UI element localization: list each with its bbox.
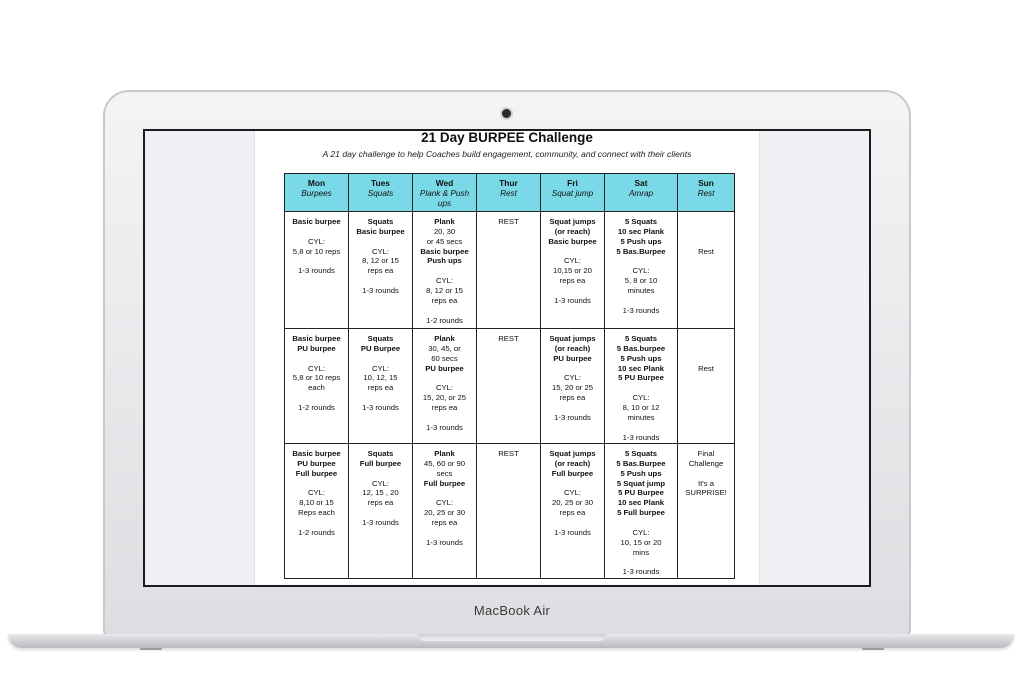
line-spacer [285,479,348,489]
day-cell-fri [541,212,605,329]
line-spacer [541,247,604,257]
cell-line: 20, 25 or 30 [551,498,594,508]
day-cell-thur [477,444,541,579]
day-name: Thur [499,178,518,188]
cell-line: CYL: [435,383,454,393]
table-header-row [285,174,735,212]
cell-line: 5 Full burpee [617,508,665,518]
cell-line: Rest [698,363,714,373]
cell-line: 5,8 or 10 reps [292,373,341,383]
day-cell-sat [605,329,678,444]
lid-opening-notch [418,634,606,641]
cell-line: 5 PU Burpee [618,488,664,498]
document-title: 21 Day BURPEE Challenge [421,131,593,145]
cell-line: Squats [367,217,394,226]
line-spacer [413,373,476,383]
line-spacer [678,227,734,237]
cell-line: Squats [367,449,394,458]
day-name: Tues [371,178,390,188]
cell-line: CYL: [307,236,326,246]
cell-line: CYL: [307,363,326,373]
line-spacer [605,383,677,393]
cell-line: 5 Squats [624,449,658,458]
cell-line: (or reach) [554,226,591,236]
line-spacer [413,528,476,538]
cell-line: (or reach) [554,343,591,353]
day-name: Sat [634,178,648,188]
cell-line: 1-3 rounds [362,286,399,296]
line-spacer [605,256,677,266]
cell-line: CYL: [563,488,582,498]
cell-line: 1-2 rounds [298,403,335,413]
day-name: Wed [435,178,454,188]
cell-line: 10 sec Plank [617,226,665,236]
laptop-foot [140,648,162,650]
cell-line: 1-3 rounds [298,266,335,276]
day-cell-sat [605,212,678,329]
cell-line: PU burpee [553,353,592,363]
line-spacer [541,403,604,413]
cell-line: Full burpee [359,458,402,468]
day-cell-fri [541,444,605,579]
line-spacer [678,217,734,227]
day-cell-wed [413,329,477,444]
line-spacer [349,276,412,286]
cell-line: 30, 45, or [428,343,461,353]
cell-line: 5 Push ups [620,236,662,246]
day-name: Fri [567,178,578,188]
day-focus: Plank & Push ups [419,188,470,209]
cell-line: Squat jumps [549,217,596,226]
cell-line: 15, 20, or 25 [422,393,467,403]
cell-line: 1-3 rounds [622,432,660,442]
line-spacer [349,393,412,403]
laptop-foot [862,648,884,650]
line-spacer [349,237,412,247]
cell-line: 12, 15 , 20 [362,488,399,498]
cell-line: 8, 12 or 15 [362,256,399,266]
cell-line: Basic burpee [356,226,405,236]
day-cell-sat [605,444,678,579]
cell-line: Squat jumps [549,334,596,343]
cell-line: PU burpee [297,458,336,468]
line-spacer [285,227,348,237]
cell-line: Full burpee [423,478,466,488]
cell-line: Push ups [427,256,462,266]
cell-line: Rest [698,246,714,256]
line-spacer [413,306,476,316]
cell-line: PU burpee [297,343,336,353]
day-cell-sun [678,212,735,329]
cell-line: each [308,383,325,393]
webcam-icon [502,109,511,118]
workout-schedule-table [284,173,735,579]
line-spacer [349,508,412,518]
cell-line: (or reach) [554,458,591,468]
week-row [285,212,735,329]
day-cell-thur [477,329,541,444]
cell-line: REST [498,449,519,458]
cell-line: 1-3 rounds [622,567,660,577]
cell-line: CYL: [371,363,390,373]
header-mon [285,174,349,212]
cell-line: CYL: [371,246,390,256]
cell-line: Full burpee [295,468,338,478]
cell-line: Reps each [298,508,335,518]
header-tues [349,174,413,212]
cell-line: 8, 10 or 12 [622,403,660,413]
cell-line: 8, 12 or 15 [426,286,463,296]
cell-line: 1-3 rounds [554,527,591,537]
cell-line: reps ea [431,403,458,413]
cell-line: 20, 30 [433,226,456,236]
day-focus: Squats [367,188,394,198]
cell-line: 10 sec Plank [617,363,665,373]
document-subtitle: A 21 day challenge to help Coaches build engagement, community, and connect with their clients [322,149,692,159]
header-wed [413,174,477,212]
cell-line: Basic burpee [292,334,341,343]
day-focus: Rest [500,188,517,198]
line-spacer [678,354,734,364]
cell-line: reps ea [559,276,586,286]
cell-line: minutes [627,412,655,422]
cell-line: CYL: [632,527,650,537]
cell-line: 10, 12, 15 [363,373,398,383]
laptop-screen [145,131,869,585]
cell-line: reps ea [431,295,458,305]
line-spacer [285,393,348,403]
cell-line: reps ea [367,266,394,276]
cell-line: 1-3 rounds [362,518,399,528]
line-spacer [285,518,348,528]
line-spacer [349,469,412,479]
cell-line: Basic burpee [292,449,341,458]
cell-line: 15, 20 or 25 [551,383,594,393]
header-fri [541,174,605,212]
header-sun [678,174,735,212]
cell-line: 5, 8 or 10 [624,276,658,286]
cell-line: SURPRISE! [685,488,727,498]
cell-line: 1-3 rounds [362,403,399,413]
cell-line: minutes [627,286,655,296]
cell-line: CYL: [563,373,582,383]
header-sat [605,174,678,212]
day-focus: Squat jump [551,188,594,198]
line-spacer [285,354,348,364]
cell-line: It's a [698,478,714,488]
cell-line: CYL: [632,266,650,276]
cell-line: 5 Squats [624,217,658,226]
line-spacer [413,266,476,276]
cell-line: 5 Push ups [620,468,662,478]
cell-line: Basic burpee [420,246,469,256]
cell-line: reps ea [367,383,394,393]
line-spacer [541,479,604,489]
week-row [285,444,735,579]
day-name: Sun [698,178,714,188]
cell-line: 1-3 rounds [426,537,463,547]
day-cell-sun [678,329,735,444]
line-spacer [605,557,677,567]
day-cell-sun [678,444,735,579]
header-thur [477,174,541,212]
cell-line: 5,8 or 10 reps [292,246,341,256]
cell-line: 5 Bas.Burpee [616,458,666,468]
line-spacer [285,256,348,266]
cell-line: Plank [434,334,455,343]
line-spacer [678,469,734,479]
cell-line: CYL: [307,488,326,498]
line-spacer [605,423,677,433]
cell-line: mins [632,547,650,557]
cell-line: 10, 15 or 20 [620,537,662,547]
cell-line: CYL: [435,276,454,286]
line-spacer [605,296,677,306]
line-spacer [413,413,476,423]
line-spacer [541,364,604,374]
cell-line: Full burpee [551,468,594,478]
cell-line: 1-3 rounds [554,295,591,305]
cell-line: PU Burpee [360,343,401,353]
day-cell-tues [349,329,413,444]
line-spacer [678,344,734,354]
cell-line: CYL: [371,478,390,488]
cell-line: reps ea [559,508,586,518]
cell-line: Squat jumps [549,449,596,458]
day-cell-tues [349,212,413,329]
cell-line: secs [436,468,453,478]
cell-line: Final [697,449,715,458]
day-cell-wed [413,212,477,329]
cell-line: 5 Squats [624,334,658,343]
line-spacer [541,286,604,296]
cell-line: REST [498,334,519,343]
cell-line: 5 PU Burpee [618,373,664,383]
cell-line: 10 sec Plank [617,498,665,508]
cell-line: 1-3 rounds [622,305,660,315]
day-cell-fri [541,329,605,444]
cell-line: reps ea [431,518,458,528]
cell-line: reps ea [367,498,394,508]
cell-line: 1-3 rounds [426,422,463,432]
cell-line: 1-2 rounds [426,315,463,325]
cell-line: 5 Squat jump [616,478,666,488]
cell-line: Challenge [688,458,724,468]
cell-line: 60 secs [431,353,458,363]
line-spacer [678,237,734,247]
week-row [285,329,735,444]
cell-line: Plank [434,449,455,458]
cell-line: PU burpee [425,363,464,373]
day-focus: Amrap [628,188,654,198]
cell-line: CYL: [632,393,650,403]
day-cell-mon [285,212,349,329]
day-cell-thur [477,212,541,329]
cell-line: 10,15 or 20 [553,266,592,276]
day-cell-tues [349,444,413,579]
cell-line: reps ea [559,393,586,403]
cell-line: Plank [434,217,455,226]
line-spacer [349,354,412,364]
cell-line: 1-2 rounds [298,527,335,537]
brand-label: MacBook Air [473,603,551,618]
cell-line: Basic burpee [548,236,597,246]
cell-line: 45, 60 or 90 [423,458,466,468]
cell-line: 1-3 rounds [554,412,591,422]
cell-line: 20, 25 or 30 [423,508,466,518]
line-spacer [541,518,604,528]
line-spacer [413,488,476,498]
day-cell-mon [285,329,349,444]
day-cell-wed [413,444,477,579]
cell-line: Basic burpee [292,217,341,226]
day-focus: Burpees [301,188,332,198]
cell-line: 5 Bas.Burpee [616,246,666,256]
day-focus: Rest [697,188,715,198]
day-cell-mon [285,444,349,579]
line-spacer [678,334,734,344]
cell-line: REST [498,217,519,226]
cell-line: Squats [367,334,394,343]
cell-line: 5 Push ups [620,353,662,363]
cell-line: 5 Bas.burpee [616,343,666,353]
day-name: Mon [307,178,326,188]
cell-line: CYL: [563,256,582,266]
line-spacer [605,518,677,528]
cell-line: CYL: [435,498,454,508]
cell-line: or 45 secs [426,236,463,246]
cell-line: 8,10 or 15 [299,498,334,508]
